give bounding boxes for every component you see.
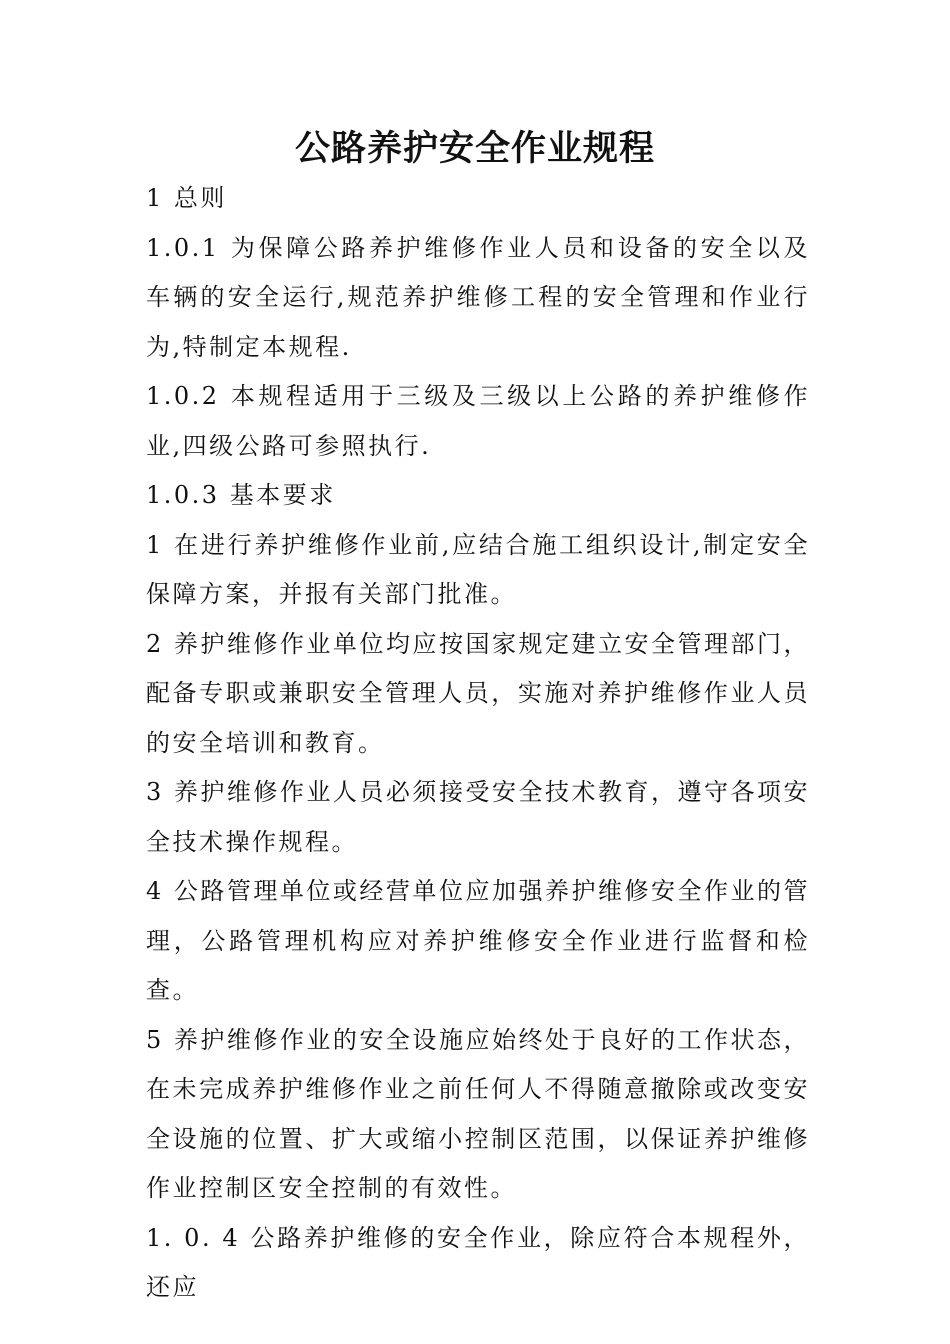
clause-1-0-4: 1. 0. 4 公路养护维修的安全作业，除应符合本规程外，还应	[146, 1223, 810, 1301]
document-title: 公路养护安全作业规程	[294, 129, 655, 169]
requirement-item-2: 2 养护维修作业单位均应按国家规定建立安全管理部门，配备专职或兼职安全管理人员，实施对养护维修作业人员的安全培训和教育。	[146, 629, 810, 757]
requirement-item-5: 5 养护维修作业的安全设施应始终处于良好的工作状态，在未完成养护维修作业之前任何人不得随意撤除或改变安全设施的位置、扩大或缩小控制区范围，以保证养护维修作业控制区安全控制的有效性。	[146, 1025, 810, 1202]
requirement-item-4: 4 公路管理单位或经营单位应加强养护维修安全作业的管理，公路管理机构应对养护维修安全作业进行监督和检查。	[146, 877, 810, 1004]
section-heading-general: 1 总则	[146, 184, 227, 212]
clause-1-0-1: 1.0.1 为保障公路养护维修作业人员和设备的安全以及车辆的安全运行,规范养护维修工程的安全管理和作业行为,特制定本规程.	[146, 233, 810, 361]
clause-1-0-2: 1.0.2 本规程适用于三级及三级以上公路的养护维修作业,四级公路可参照执行.	[146, 382, 810, 460]
requirement-item-1: 1 在进行养护维修作业前,应结合施工组织设计,制定安全保障方案，并报有关部门批准。	[146, 530, 810, 608]
requirement-item-3: 3 养护维修作业人员必须接受安全技术教育，遵守各项安全技术操作规程。	[146, 778, 810, 856]
document-body	[146, 174, 810, 1313]
clause-1-0-3-heading: 1.0.3 基本要求	[146, 481, 336, 509]
